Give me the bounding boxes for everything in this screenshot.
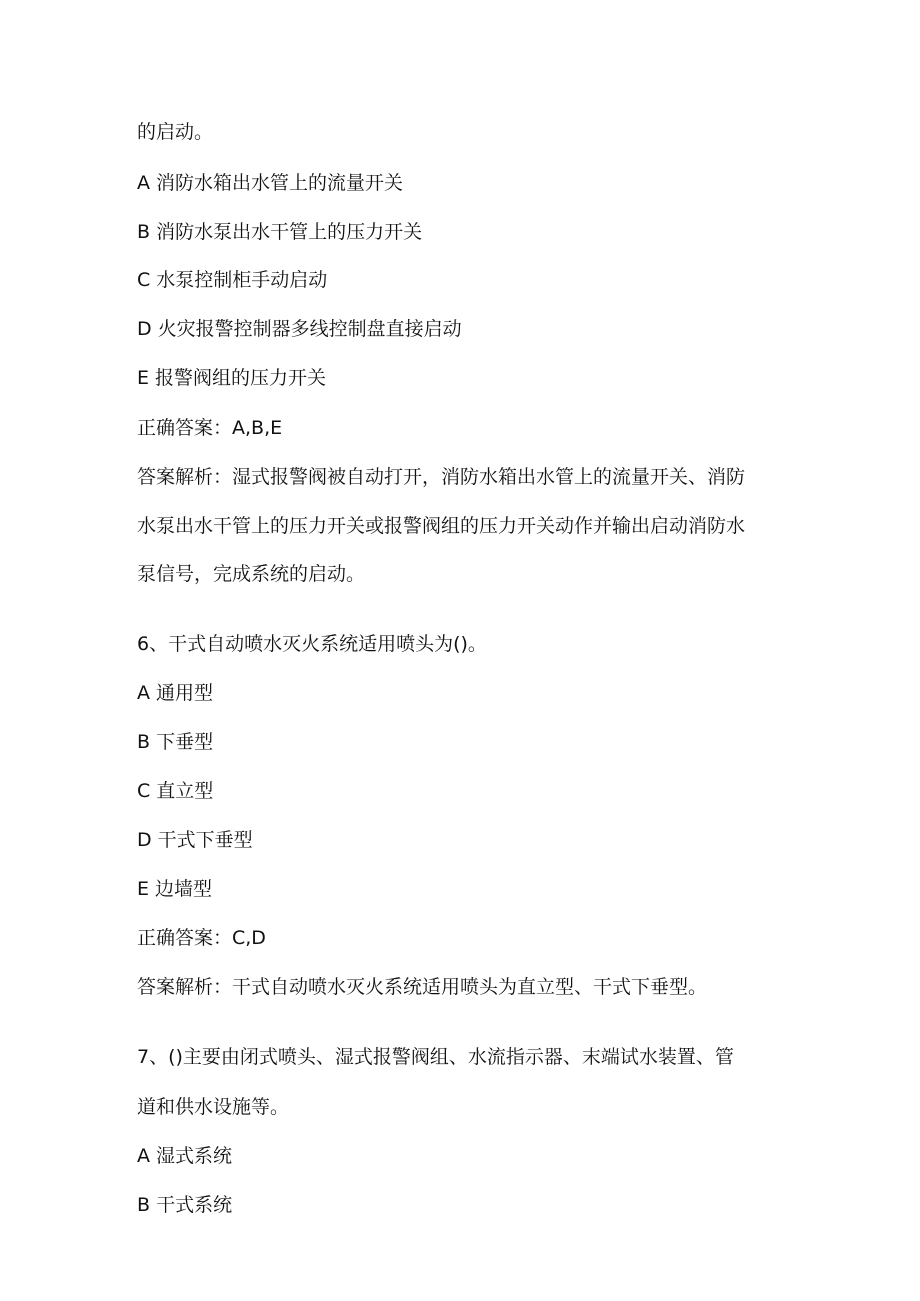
q5-option-c: C 水泵控制柜手动启动 xyxy=(137,269,328,291)
q6-explanation: 答案解析：干式自动喷水灭火系统适用喷头为直立型、干式下垂型。 xyxy=(137,976,708,998)
q6-option-d: D 干式下垂型 xyxy=(137,829,253,851)
q5-option-a: A 消防水箱出水管上的流量开关 xyxy=(137,172,404,194)
q6-option-b: B 下垂型 xyxy=(137,731,214,753)
q5-option-d: D 火灾报警控制器多线控制盘直接启动 xyxy=(137,318,462,340)
q7-stem-line-1: 7、()主要由闭式喷头、湿式报警阀组、水流指示器、末端试水装置、管 xyxy=(137,1046,734,1068)
q7-stem-line-2: 道和供水设施等。 xyxy=(137,1096,290,1118)
q6-option-c: C 直立型 xyxy=(137,780,214,802)
q6-option-e: E 边墙型 xyxy=(137,878,213,900)
q5-stem-end: 的启动。 xyxy=(137,121,214,143)
q5-option-b: B 消防水泵出水干管上的压力开关 xyxy=(137,221,423,243)
q5-option-e: E 报警阀组的压力开关 xyxy=(137,367,327,389)
q6-answer: 正确答案：C,D xyxy=(137,927,266,949)
q7-option-a: A 湿式系统 xyxy=(137,1145,233,1167)
q5-explanation-line-1: 答案解析：湿式报警阀被自动打开，消防水箱出水管上的流量开关、消防 xyxy=(137,466,746,488)
q6-option-a: A 通用型 xyxy=(137,682,214,704)
q5-answer: 正确答案：A,B,E xyxy=(137,417,283,439)
q7-option-b: B 干式系统 xyxy=(137,1194,233,1216)
q5-explanation-line-2: 水泵出水干管上的压力开关或报警阀组的压力开关动作并输出启动消防水 xyxy=(137,515,746,537)
q5-explanation-line-3: 泵信号，完成系统的启动。 xyxy=(137,563,366,585)
q6-stem: 6、干式自动喷水灭火系统适用喷头为()。 xyxy=(137,633,487,655)
